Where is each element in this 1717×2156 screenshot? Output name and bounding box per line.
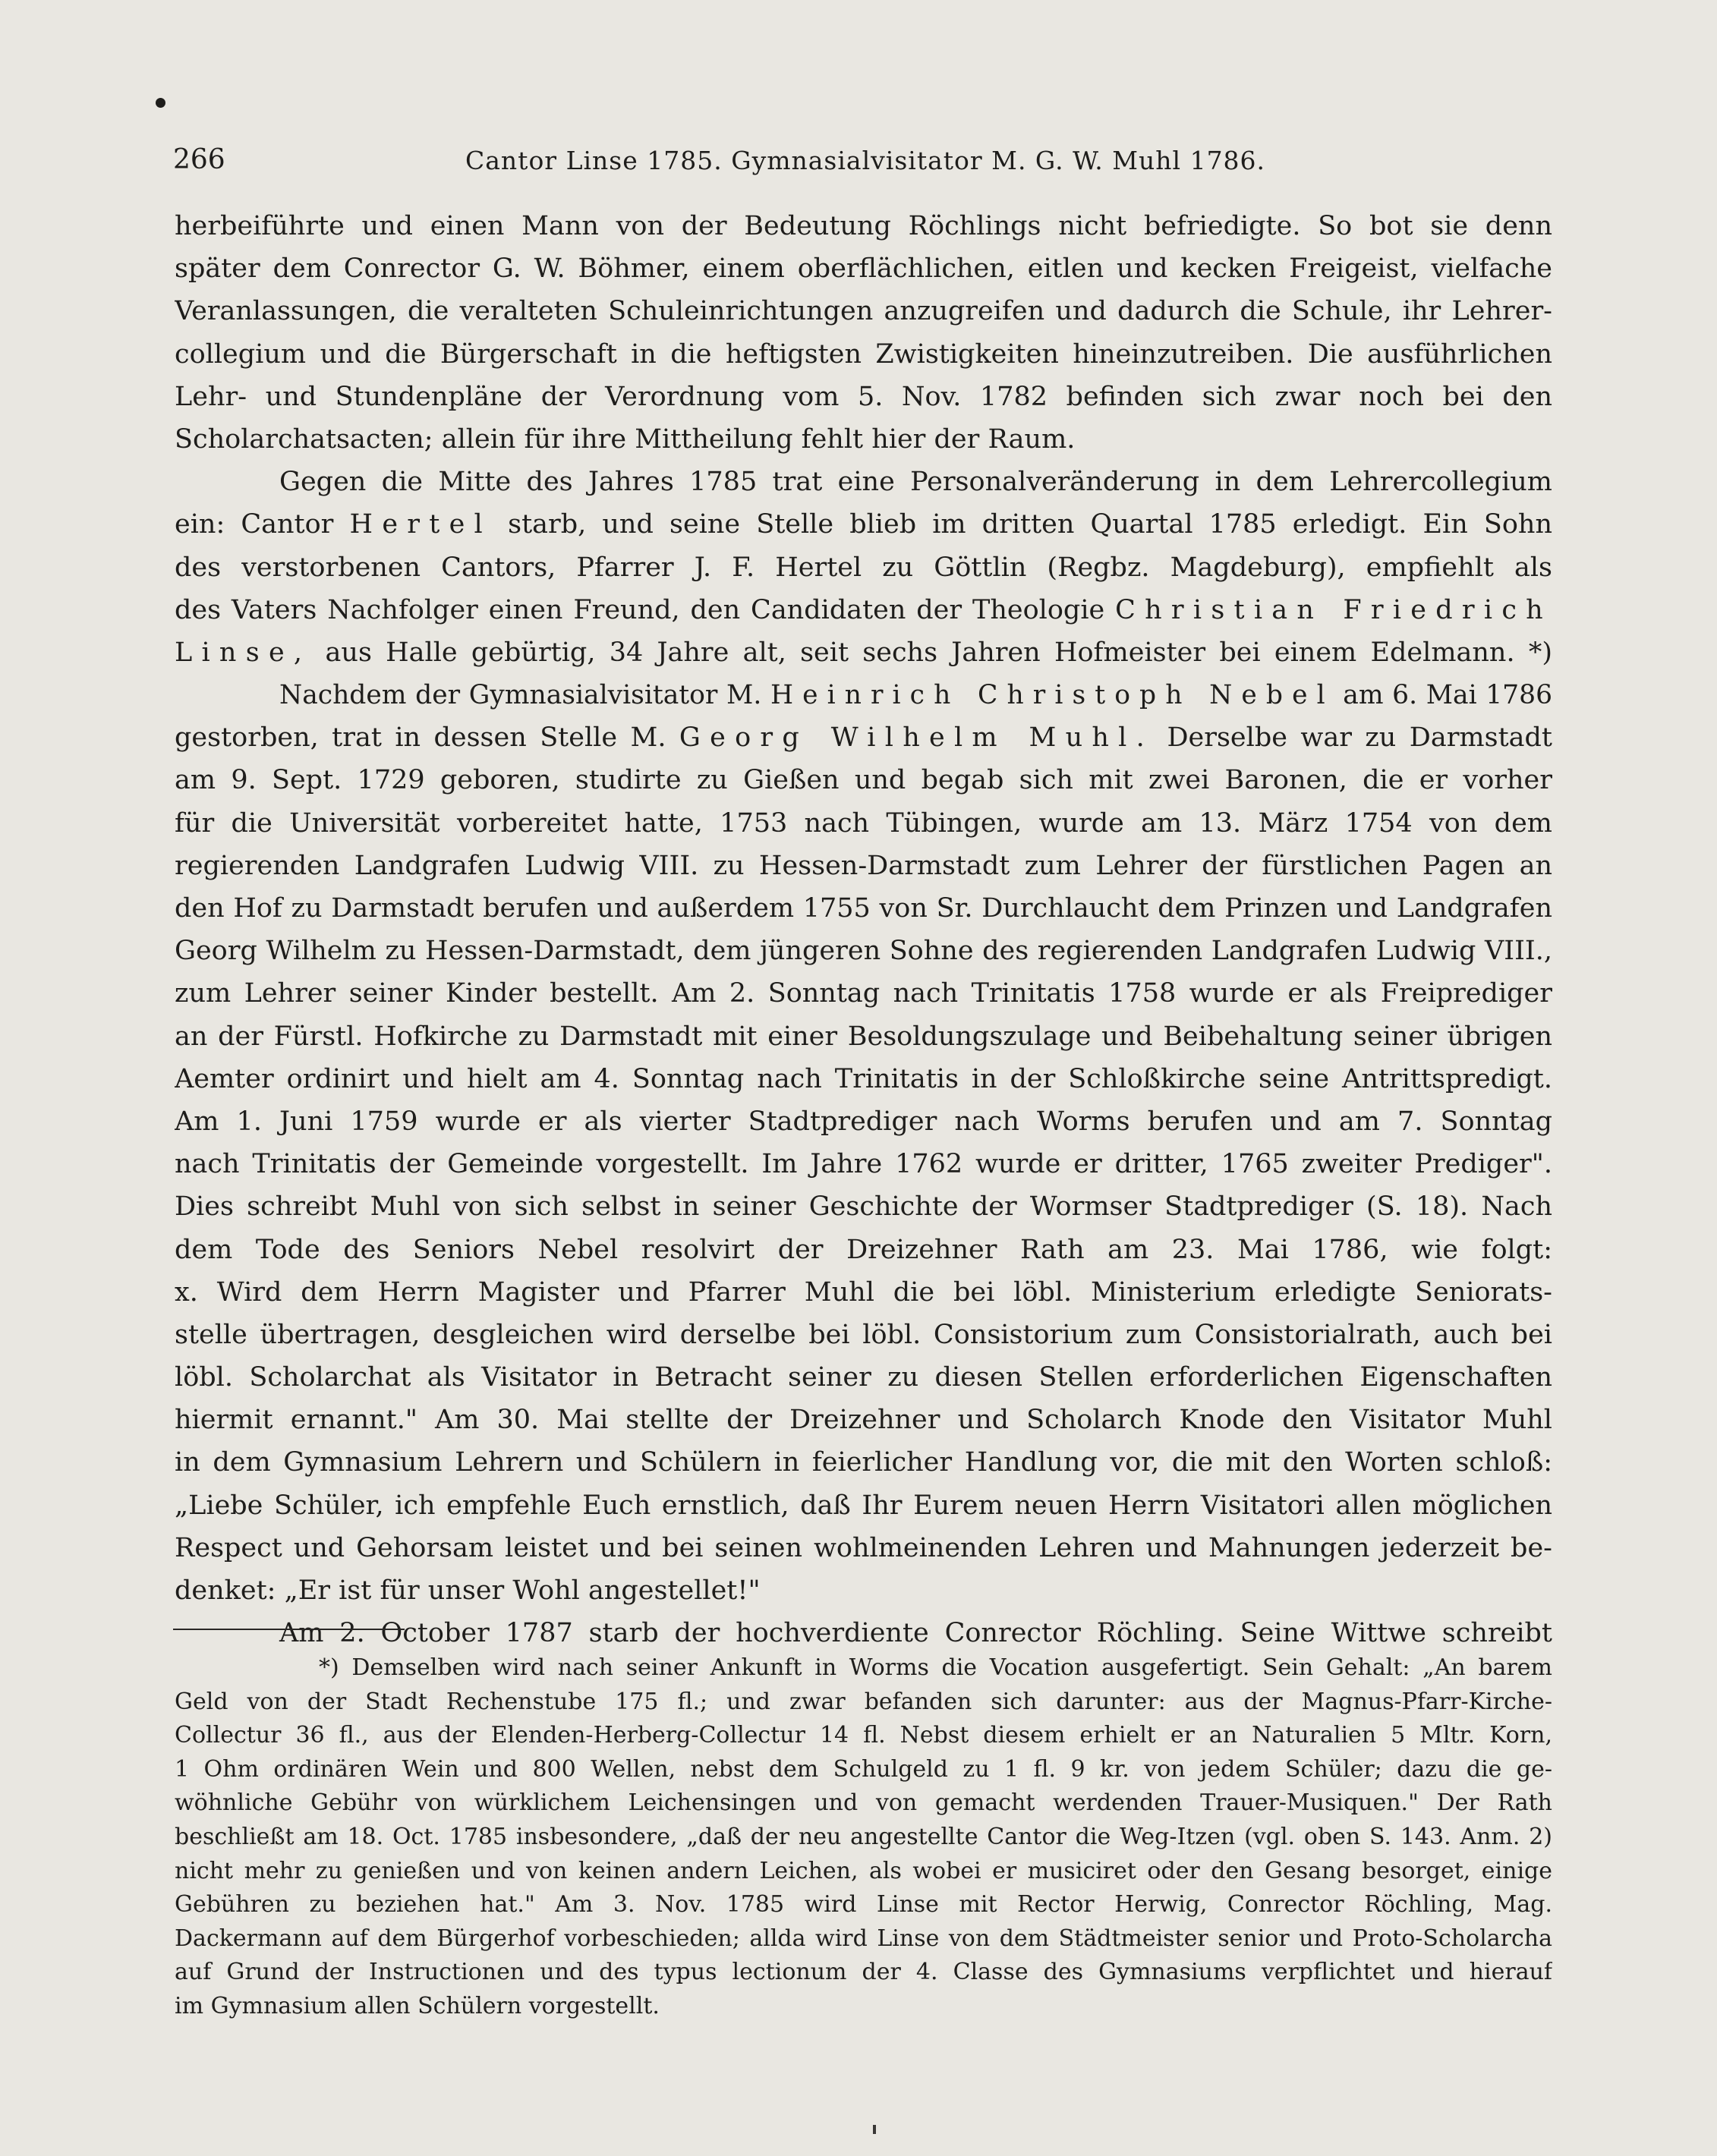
text-segment: gestorben, trat in dessen Stelle M. bbox=[175, 722, 666, 754]
text-segment: ein: Cantor bbox=[175, 509, 334, 540]
text-line bbox=[175, 716, 1552, 759]
running-head: Cantor Linse 1785. Gymnasialvisitator M. G. W. Muhl 1786. bbox=[465, 146, 1266, 175]
text-line: später dem Conrector G. W. Böhmer, einem oberflächlichen, eitlen und kecken Freigeist, vielfache bbox=[175, 253, 1552, 285]
text-line: Veranlassungen, die veralteten Schuleinrichtungen anzugreifen und dadurch die Schule, ihr Lehrer- bbox=[175, 296, 1552, 327]
footnote-rule bbox=[173, 1629, 405, 1630]
footnote-line: Dackermann auf dem Bürgerhof vorbeschieden; allda wird Linse von dem Städtmeister senior und Proto-Scholarcha bbox=[175, 1925, 1552, 1952]
text-line: denket: „Er ist für unser Wohl angestellet!" bbox=[175, 1575, 761, 1606]
text-line: des verstorbenen Cantors, Pfarrer J. F. Hertel zu Göttlin (Regbz. Magdeburg), empfiehlt als bbox=[175, 552, 1552, 583]
text-line: den Hof zu Darmstadt berufen und außerdem 1755 von Sr. Durchlaucht dem Prinzen und Landgrafen bbox=[175, 893, 1552, 924]
text-line: Scholarchatsacten; allein für ihre Mittheilung fehlt hier der Raum. bbox=[175, 423, 1076, 455]
text-line: hiermit ernannt." Am 30. Mai stellte der Dreizehner und Scholarch Knode den Visitator Muhl bbox=[175, 1405, 1552, 1436]
text-segment: Nachdem der Gymnasialvisitator M. bbox=[279, 680, 762, 711]
text-line: collegium und die Bürgerschaft in die heftigsten Zwistigkeiten hineinzutreiben. Die ausführlichen bbox=[175, 338, 1552, 370]
footnote-line: Geld von der Stadt Rechenstube 175 fl.; und zwar befanden sich darunter: aus der Magnus-Pfarr-Kirche- bbox=[175, 1688, 1552, 1715]
text-line: in dem Gymnasium Lehrern und Schülern in feierlicher Handlung vor, die mit den Worten schloß: bbox=[175, 1447, 1552, 1478]
text-line: Respect und Gehorsam leistet und bei seinen wohlmeinenden Lehren und Mahnungen jederzeit be- bbox=[175, 1532, 1552, 1563]
text-line: Dies schreibt Muhl von sich selbst in seiner Geschichte der Wormser Stadtprediger (S. 18). Nach bbox=[175, 1191, 1552, 1223]
spaced-name: Linse, bbox=[175, 637, 312, 668]
text-line bbox=[175, 631, 1552, 674]
text-line: Am 1. Juni 1759 wurde er als vierter Stadtprediger nach Worms berufen und am 7. Sonntag bbox=[175, 1106, 1552, 1137]
text-line bbox=[175, 503, 1552, 546]
spaced-name: Christian Friedrich bbox=[1115, 594, 1552, 625]
page-number: 266 bbox=[173, 144, 225, 175]
footnote bbox=[175, 1651, 1552, 2024]
text-line: regierenden Landgrafen Ludwig VIII. zu Hessen-Darmstadt zum Lehrer der fürstlichen Pagen an bbox=[175, 850, 1552, 881]
text-line: Georg Wilhelm zu Hessen-Darmstadt, dem jüngeren Sohne des regierenden Landgrafen Ludwig VIII., bbox=[175, 936, 1552, 967]
text-line: dem Tode des Seniors Nebel resolvirt der Dreizehner Rath am 23. Mai 1786, wie folgt: bbox=[175, 1234, 1552, 1265]
footnote-line: *) Demselben wird nach seiner Ankunft in Worms die Vocation ausgefertigt. Sein Gehalt: „An barem bbox=[319, 1654, 1552, 1681]
paragraph-start-line: Am 2. October 1787 starb der hochverdiente Conrector Röchling. Seine Wittwe schreibt bbox=[279, 1618, 1552, 1649]
footnote-line: Gebühren zu beziehen hat." Am 3. Nov. 1785 wird Linse mit Rector Herwig, Conrector Röchling, Mag. bbox=[175, 1891, 1552, 1918]
spaced-name: Heinrich Christoph Nebel bbox=[770, 680, 1334, 711]
footnote-line: wöhnliche Gebühr von würklichem Leichensingen und von gemacht werdenden Trauer-Musiquen." Der Rath bbox=[175, 1789, 1552, 1817]
page-header bbox=[173, 144, 1547, 182]
footnote-line: Collectur 36 fl., aus der Elenden-Herberg-Collectur 14 fl. Nebst diesem erhielt er an Naturalien 5 Mltr. Korn, bbox=[175, 1722, 1552, 1749]
text-segment: starb, und seine Stelle blieb im dritten Quartal 1785 erledigt. Ein Sohn bbox=[508, 509, 1552, 540]
spaced-name: Georg Wilhelm Muhl. bbox=[679, 722, 1155, 754]
text-line: am 9. Sept. 1729 geboren, studirte zu Gießen und begab sich mit zwei Baronen, die er vorher bbox=[175, 765, 1552, 796]
footnote-line: beschließt am 18. Oct. 1785 insbesondere, „daß der neu angestellte Cantor die Weg-Itzen (vgl. oben S. 143. Anm. 2) bbox=[175, 1823, 1552, 1850]
text-segment: Derselbe war zu Darmstadt bbox=[1167, 722, 1552, 754]
main-text bbox=[175, 205, 1552, 1654]
text-line: herbeiführte und einen Mann von der Bedeutung Röchlings nicht befriedigte. So bot sie denn bbox=[175, 211, 1552, 241]
footnote-line: 1 Ohm ordinären Wein und 800 Wellen, nebst dem Schulgeld zu 1 fl. 9 kr. von jedem Schüler; dazu die ge- bbox=[175, 1755, 1552, 1783]
footnote-line: nicht mehr zu genießen und von keinen andern Leichen, als wobei er musiciret oder den Gesang besorget, einige bbox=[175, 1857, 1552, 1884]
text-line: an der Fürstl. Hofkirche zu Darmstadt mit einer Besoldungszulage und Beibehaltung seiner übrigen bbox=[175, 1021, 1552, 1052]
paragraph-start-line: Gegen die Mitte des Jahres 1785 trat eine Personalveränderung in dem Lehrercollegium bbox=[279, 467, 1552, 498]
text-line: „Liebe Schüler, ich empfehle Euch ernstlich, daß Ihr Eurem neuen Herrn Visitatori allen möglichen bbox=[175, 1490, 1552, 1521]
text-line: zum Lehrer seiner Kinder bestellt. Am 2. Sonntag nach Trinitatis 1758 wurde er als Freiprediger bbox=[175, 978, 1552, 1009]
spaced-name: Hertel bbox=[349, 509, 492, 540]
text-segment: aus Halle gebürtig, 34 Jahre alt, seit sechs Jahren Hofmeister bei einem Edelmann. *) bbox=[325, 637, 1552, 668]
ink-dot bbox=[156, 98, 165, 108]
footnote-line: auf Grund der Instructionen und des typus lectionum der 4. Classe des Gymnasiums verpflichtet und hierauf bbox=[175, 1959, 1552, 1986]
footnote-line: im Gymnasium allen Schülern vorgestellt. bbox=[175, 1992, 660, 2019]
text-line: für die Universität vorbereitet hatte, 1753 nach Tübingen, wurde am 13. März 1754 von dem bbox=[175, 807, 1552, 839]
text-line: Aemter ordinirt und hielt am 4. Sonntag nach Trinitatis in der Schloßkirche seine Antrittspredigt. bbox=[175, 1063, 1552, 1094]
text-line: nach Trinitatis der Gemeinde vorgestellt. Im Jahre 1762 wurde er dritter, 1765 zweiter Prediger". bbox=[175, 1149, 1552, 1180]
ink-speck bbox=[873, 2125, 876, 2134]
text-line: löbl. Scholarchat als Visitator in Betracht seiner zu diesen Stellen erforderlichen Eigenschaften bbox=[175, 1362, 1552, 1393]
text-segment: des Vaters Nachfolger einen Freund, den Candidaten der Theologie bbox=[175, 594, 1105, 625]
text-segment: am 6. Mai 1786 bbox=[1343, 680, 1552, 711]
text-line: Lehr- und Stundenpläne der Verordnung vom 5. Nov. 1782 befinden sich zwar noch bei den bbox=[175, 381, 1552, 412]
text-line bbox=[175, 589, 1552, 631]
paragraph-start-line bbox=[175, 674, 1552, 716]
text-line: stelle übertragen, desgleichen wird derselbe bei löbl. Consistorium zum Consistorialrath, auch bei bbox=[175, 1319, 1552, 1350]
text-line: x. Wird dem Herrn Magister und Pfarrer Muhl die bei löbl. Ministerium erledigte Seniorats- bbox=[175, 1276, 1552, 1308]
